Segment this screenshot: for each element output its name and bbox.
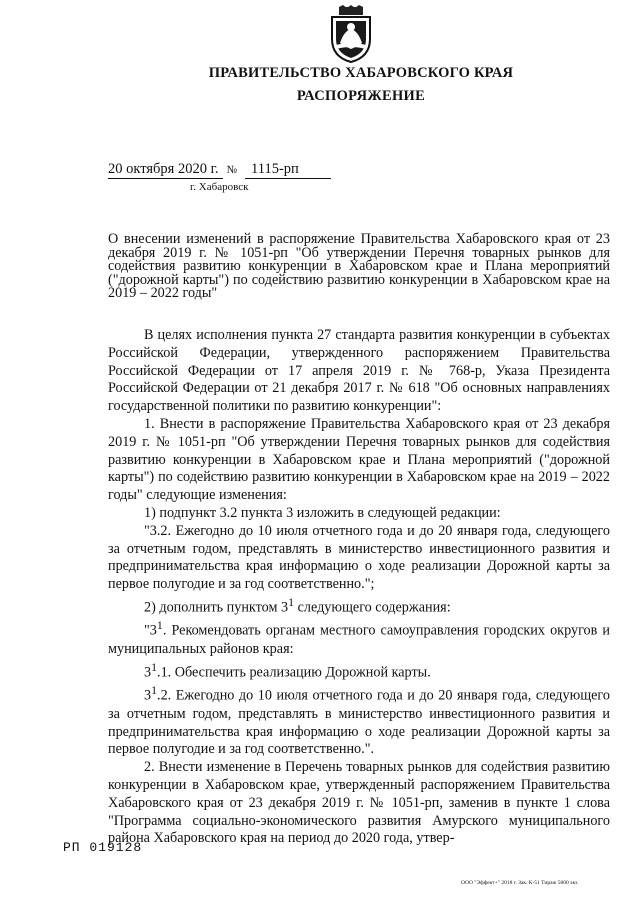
paragraph-subitem-2: 2) дополнить пунктом $3^1$ следующего содержания: — [144, 594, 451, 616]
paragraph-3-1-2: $3^1.2$. Ежегодно до 10 июля отчетного года и до 20 января года, следующего за отчетным годом, представлять в министерство инвестиционного развития и предпринимательства края информацию о ходе реализации Дорожной карты за первое полугодие и за год соответственно.". — [108, 683, 610, 758]
form-code: РП 019128 — [63, 840, 143, 855]
document-subject: О внесении изменений в распоряжение Правительства Хабаровского края от 23 декабря 2019 г. № 1051-рп "Об утверждении Перечня товарных рынков для содействия развитию конкуренции в Хабаровском крае и Плана мероприятий ("дорожной карты") по содействию развитию конкуренции в Хабаровском крае на 2019 – 2022 годы" — [108, 231, 610, 301]
document-body — [108, 327, 610, 848]
date-number-row — [108, 161, 331, 179]
paragraph-item-1: 1. Внести в распоряжение Правительства Хабаровского края от 23 декабря 2019 г. № 1051-рп "Об утверждении Перечня товарных рынков для содействия развитию конкуренции в Хабаровском крае и Плана мероприятий ("дорожной карты") по содействию развитию конкуренции в Хабаровском крае на 2019 – 2022 годы" следующие изменения: — [108, 415, 610, 504]
document-date: 20 октября 2020 г. — [108, 161, 223, 179]
government-title: ПРАВИТЕЛЬСТВО ХАБАРОВСКОГО КРАЯ — [208, 65, 514, 81]
coat-of-arms-emblem — [326, 5, 376, 63]
document-type: РАСПОРЯЖЕНИЕ — [296, 88, 426, 104]
paragraph-item-2: 2. Внести изменение в Перечень товарных рынков для содействия развитию конкуренции в Хабаровском крае, утвержденный распоряжением Правительства Хабаровского края от 23 декабря 2019 г. № 1051-рп, заменив в пункте 1 слова "Программа социально-экономического развития Амурского муниципального района Хабаровского края на период до 2020 года, утвер- — [108, 759, 610, 847]
number-sign: № — [226, 164, 238, 176]
paragraph-quote-3-2: "3.2. Ежегодно до 10 июля отчетного года и до 20 января года, следующего за отчетным годом, представлять в министерство инвестиционного развития и предпринимательства края информацию о ходе реализации Дорожной карты за первое полугодие и за год соответственно."; — [108, 522, 610, 593]
document-number: 1115-рп — [245, 161, 331, 179]
city: г. Хабаровск — [190, 181, 249, 193]
paragraph-3-1-1: $3^1.1$. Обеспечить реализацию Дорожной карты. — [144, 659, 431, 681]
print-info: ООО "Эффект+" 2018 г. Зак. К-51 Тираж 5000 экз. — [461, 880, 579, 886]
paragraph-quote-3-1: "$3^1$. Рекомендовать органам местного самоуправления городских округов и муниципальных районов края: — [108, 618, 610, 658]
paragraph-subitem-1: 1) подпункт 3.2 пункта 3 изложить в следующей редакции: — [144, 504, 501, 521]
paragraph-preamble: В целях исполнения пункта 27 стандарта развития конкуренции в субъектах Российской Федерации, утвержденного распоряжением Правительства Российской Федерации от 17 апреля 2019 г. № 768-р, Указа Президента Российской Федерации от 21 декабря 2017 г. № 618 "Об основных направлениях государственной политики по развитию конкуренции": — [108, 327, 610, 415]
